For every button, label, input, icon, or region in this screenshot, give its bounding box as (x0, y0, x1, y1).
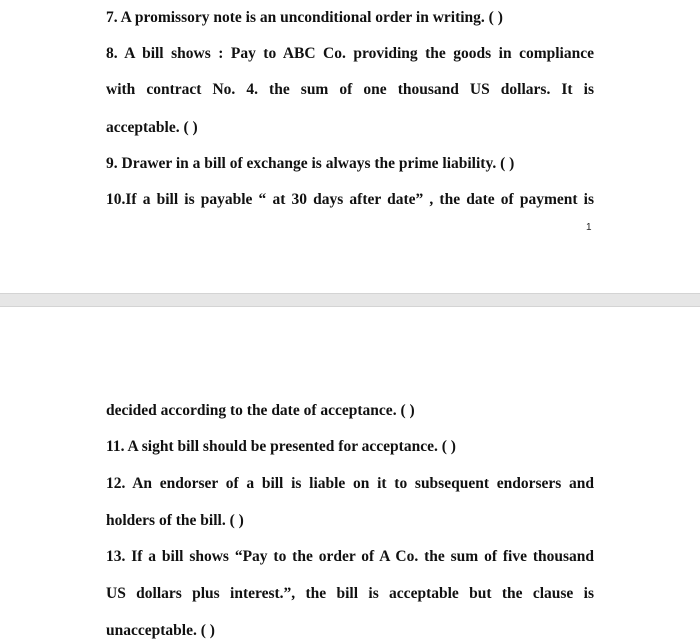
question-8-line-3: acceptable. ( ) (106, 119, 198, 136)
question-8-line-1: 8. A bill shows : Pay to ABC Co. providing the goods in compliance (106, 45, 594, 62)
question-11-line: 11. A sight bill should be presented for acceptance. ( ) (106, 438, 456, 455)
document-page-1 (0, 0, 700, 293)
question-10-line-2: decided according to the date of acceptance. ( ) (106, 402, 415, 419)
document-page-2 (0, 307, 700, 643)
question-7-line: 7. A promissory note is an unconditional order in writing. ( ) (106, 9, 503, 26)
page-number: 1 (586, 222, 592, 233)
question-8-line-2: with contract No. 4. the sum of one thousand US dollars. It is (106, 81, 594, 98)
question-13-line-3: unacceptable. ( ) (106, 622, 215, 639)
question-13-line-2: US dollars plus interest.”, the bill is acceptable but the clause is (106, 585, 594, 602)
question-12-line-1: 12. An endorser of a bill is liable on it to subsequent endorsers and (106, 475, 594, 492)
question-9-line: 9. Drawer in a bill of exchange is always the prime liability. ( ) (106, 155, 515, 172)
page-separator (0, 293, 700, 307)
question-13-line-1: 13. If a bill shows “Pay to the order of A Co. the sum of five thousand (106, 548, 594, 565)
question-12-line-2: holders of the bill. ( ) (106, 512, 244, 529)
question-10-line-1: 10.If a bill is payable “ at 30 days after date” , the date of payment is (106, 191, 594, 208)
